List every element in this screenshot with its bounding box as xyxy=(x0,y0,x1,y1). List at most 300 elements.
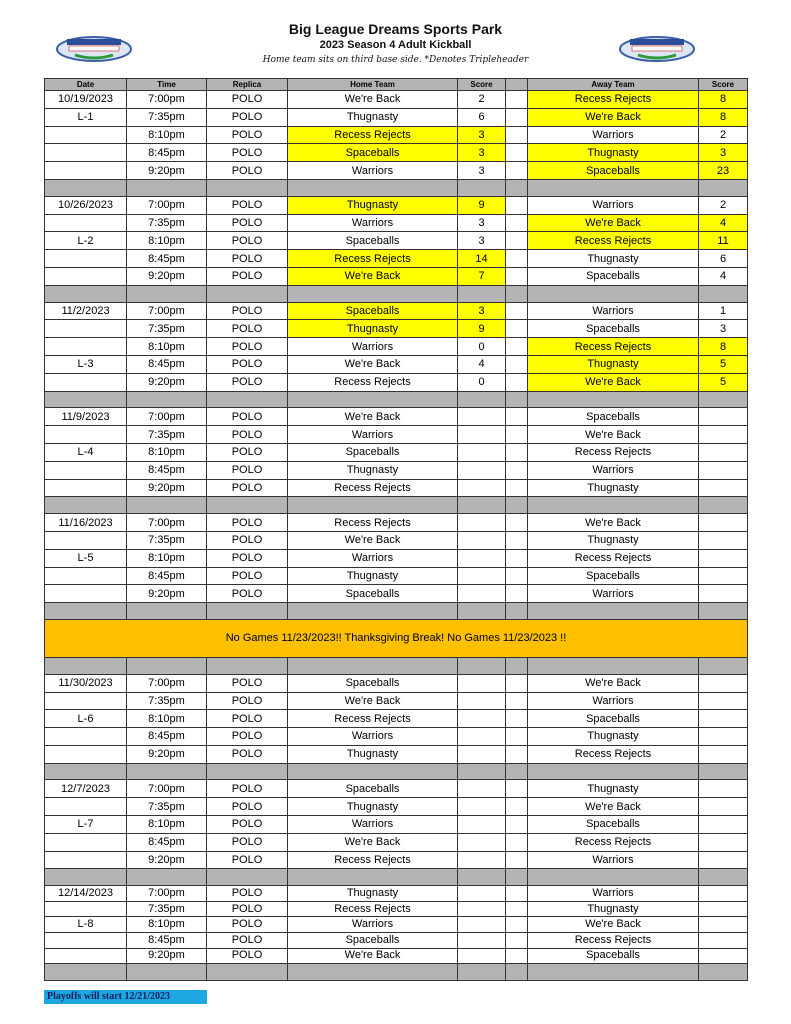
away-score-cell: 3 xyxy=(699,144,748,162)
date-cell: 10/19/2023 xyxy=(45,91,127,109)
time-cell: 8:10pm xyxy=(127,816,207,834)
game-row xyxy=(45,461,748,479)
replica-cell: POLO xyxy=(207,320,288,338)
game-row xyxy=(45,408,748,426)
away-team-cell: Spaceballs xyxy=(528,710,699,728)
spacer-cell xyxy=(506,917,528,933)
spacer-cell xyxy=(506,267,528,285)
away-score-cell: 2 xyxy=(699,196,748,214)
spacer-cell xyxy=(506,126,528,144)
spacer-cell xyxy=(506,338,528,356)
replica-cell: POLO xyxy=(207,232,288,250)
game-row xyxy=(45,108,748,126)
date-cell xyxy=(45,833,127,851)
date-cell xyxy=(45,851,127,869)
home-team-cell: We're Back xyxy=(288,692,458,710)
separator-cell xyxy=(288,869,458,886)
column-header-replica: Replica xyxy=(207,79,288,91)
time-cell: 8:45pm xyxy=(127,250,207,268)
time-cell: 7:35pm xyxy=(127,214,207,232)
separator-cell xyxy=(699,763,748,780)
away-score-cell xyxy=(699,886,748,902)
date-cell xyxy=(45,426,127,444)
away-team-cell: Thugnasty xyxy=(528,355,699,373)
replica-cell: POLO xyxy=(207,408,288,426)
separator-row xyxy=(45,179,748,196)
time-cell: 8:45pm xyxy=(127,144,207,162)
home-score-cell: 7 xyxy=(458,267,506,285)
separator-cell xyxy=(458,179,506,196)
time-cell: 7:00pm xyxy=(127,886,207,902)
game-row xyxy=(45,267,748,285)
away-score-cell xyxy=(699,479,748,497)
away-team-cell: Recess Rejects xyxy=(528,933,699,949)
date-cell xyxy=(45,126,127,144)
replica-cell: POLO xyxy=(207,798,288,816)
home-score-cell: 2 xyxy=(458,91,506,109)
home-score-cell: 0 xyxy=(458,338,506,356)
away-team-cell: We're Back xyxy=(528,108,699,126)
home-team-cell: Recess Rejects xyxy=(288,250,458,268)
away-score-cell: 5 xyxy=(699,373,748,391)
separator-cell xyxy=(207,869,288,886)
column-header-time: Time xyxy=(127,79,207,91)
home-score-cell xyxy=(458,674,506,692)
time-cell: 8:10pm xyxy=(127,443,207,461)
date-cell xyxy=(45,250,127,268)
away-score-cell xyxy=(699,745,748,763)
replica-cell: POLO xyxy=(207,267,288,285)
separator-row xyxy=(45,964,748,981)
separator-cell xyxy=(45,869,127,886)
no-games-notice: No Games 11/23/2023!! Thanksgiving Break! No Games 11/23/2023 !! xyxy=(45,619,748,657)
page-note: Home team sits on third base side. *Denotes Tripleheader xyxy=(262,55,529,65)
time-cell: 7:35pm xyxy=(127,108,207,126)
separator-cell xyxy=(288,497,458,514)
date-cell xyxy=(45,338,127,356)
game-row xyxy=(45,531,748,549)
date-cell: L-5 xyxy=(45,549,127,567)
game-row xyxy=(45,302,748,320)
date-cell xyxy=(45,933,127,949)
game-row xyxy=(45,232,748,250)
away-score-cell: 8 xyxy=(699,91,748,109)
away-score-cell: 8 xyxy=(699,338,748,356)
game-row xyxy=(45,91,748,109)
home-score-cell xyxy=(458,549,506,567)
home-team-cell: Spaceballs xyxy=(288,232,458,250)
home-team-cell: Recess Rejects xyxy=(288,851,458,869)
spacer-cell xyxy=(506,91,528,109)
game-row xyxy=(45,674,748,692)
away-team-cell: Spaceballs xyxy=(528,816,699,834)
date-cell: 10/26/2023 xyxy=(45,196,127,214)
away-team-cell: Thugnasty xyxy=(528,531,699,549)
spacer-cell xyxy=(506,567,528,585)
separator-cell xyxy=(127,391,207,408)
home-team-cell: Warriors xyxy=(288,917,458,933)
home-score-cell xyxy=(458,780,506,798)
game-row xyxy=(45,549,748,567)
away-team-cell: Recess Rejects xyxy=(528,443,699,461)
schedule-table xyxy=(44,78,748,981)
separator-cell xyxy=(458,285,506,302)
time-cell: 7:00pm xyxy=(127,780,207,798)
date-cell xyxy=(45,948,127,964)
separator-cell xyxy=(506,763,528,780)
date-cell: 11/2/2023 xyxy=(45,302,127,320)
separator-cell xyxy=(458,497,506,514)
spacer-cell xyxy=(506,728,528,746)
away-team-cell: We're Back xyxy=(528,214,699,232)
away-score-cell: 2 xyxy=(699,126,748,144)
home-score-cell xyxy=(458,745,506,763)
game-row xyxy=(45,426,748,444)
separator-cell xyxy=(528,391,699,408)
home-team-cell: We're Back xyxy=(288,531,458,549)
date-cell: 11/16/2023 xyxy=(45,514,127,532)
away-team-cell: Recess Rejects xyxy=(528,232,699,250)
away-score-cell xyxy=(699,531,748,549)
home-score-cell xyxy=(458,816,506,834)
away-team-cell: Warriors xyxy=(528,886,699,902)
time-cell: 7:00pm xyxy=(127,91,207,109)
spacer-cell xyxy=(506,373,528,391)
column-header-date: Date xyxy=(45,79,127,91)
separator-cell xyxy=(207,603,288,620)
home-score-cell xyxy=(458,917,506,933)
date-cell: L-4 xyxy=(45,443,127,461)
separator-cell xyxy=(127,285,207,302)
spacer-cell xyxy=(506,302,528,320)
separator-cell xyxy=(699,657,748,674)
game-row xyxy=(45,355,748,373)
away-score-cell: 8 xyxy=(699,108,748,126)
separator-cell xyxy=(528,964,699,981)
time-cell: 8:10pm xyxy=(127,917,207,933)
home-team-cell: Thugnasty xyxy=(288,196,458,214)
separator-cell xyxy=(288,657,458,674)
home-team-cell: Thugnasty xyxy=(288,320,458,338)
away-team-cell: Thugnasty xyxy=(528,728,699,746)
date-cell: L-1 xyxy=(45,108,127,126)
time-cell: 9:20pm xyxy=(127,948,207,964)
spacer-cell xyxy=(506,933,528,949)
home-team-cell: Recess Rejects xyxy=(288,710,458,728)
separator-cell xyxy=(506,285,528,302)
away-team-cell: Thugnasty xyxy=(528,901,699,917)
time-cell: 7:35pm xyxy=(127,426,207,444)
game-row xyxy=(45,745,748,763)
replica-cell: POLO xyxy=(207,851,288,869)
home-team-cell: Spaceballs xyxy=(288,144,458,162)
home-team-cell: Warriors xyxy=(288,162,458,180)
spacer-cell xyxy=(506,851,528,869)
away-score-cell xyxy=(699,901,748,917)
game-row xyxy=(45,728,748,746)
separator-cell xyxy=(699,603,748,620)
home-team-cell: Recess Rejects xyxy=(288,901,458,917)
home-team-cell: We're Back xyxy=(288,267,458,285)
away-team-cell: Recess Rejects xyxy=(528,745,699,763)
separator-cell xyxy=(45,657,127,674)
spacer-cell xyxy=(506,144,528,162)
away-score-cell xyxy=(699,728,748,746)
replica-cell: POLO xyxy=(207,728,288,746)
home-score-cell xyxy=(458,408,506,426)
home-team-cell: Spaceballs xyxy=(288,302,458,320)
spacer-cell xyxy=(506,886,528,902)
game-row xyxy=(45,710,748,728)
separator-cell xyxy=(207,657,288,674)
home-team-cell: Spaceballs xyxy=(288,780,458,798)
game-row xyxy=(45,338,748,356)
separator-cell xyxy=(528,497,699,514)
separator-cell xyxy=(207,497,288,514)
away-score-cell xyxy=(699,443,748,461)
game-row xyxy=(45,780,748,798)
replica-cell: POLO xyxy=(207,886,288,902)
time-cell: 7:35pm xyxy=(127,901,207,917)
date-cell xyxy=(45,798,127,816)
date-cell: L-8 xyxy=(45,917,127,933)
replica-cell: POLO xyxy=(207,373,288,391)
away-team-cell: Recess Rejects xyxy=(528,549,699,567)
home-score-cell xyxy=(458,585,506,603)
away-score-cell: 6 xyxy=(699,250,748,268)
home-score-cell: 3 xyxy=(458,126,506,144)
spacer-cell xyxy=(506,901,528,917)
date-cell xyxy=(45,585,127,603)
separator-cell xyxy=(528,657,699,674)
replica-cell: POLO xyxy=(207,461,288,479)
spacer-cell xyxy=(506,479,528,497)
time-cell: 8:45pm xyxy=(127,728,207,746)
time-cell: 7:00pm xyxy=(127,674,207,692)
page-subtitle: 2023 Season 4 Adult Kickball xyxy=(319,39,472,51)
away-team-cell: We're Back xyxy=(528,917,699,933)
replica-cell: POLO xyxy=(207,108,288,126)
spacer-cell xyxy=(506,585,528,603)
separator-cell xyxy=(207,964,288,981)
separator-cell xyxy=(127,964,207,981)
game-row xyxy=(45,901,748,917)
home-score-cell xyxy=(458,567,506,585)
spacer-cell xyxy=(506,162,528,180)
separator-cell xyxy=(699,285,748,302)
separator-cell xyxy=(506,964,528,981)
separator-cell xyxy=(288,285,458,302)
away-team-cell: Thugnasty xyxy=(528,780,699,798)
away-score-cell xyxy=(699,408,748,426)
table-header-row xyxy=(45,79,748,91)
away-score-cell: 4 xyxy=(699,267,748,285)
away-team-cell: Thugnasty xyxy=(528,144,699,162)
time-cell: 9:20pm xyxy=(127,162,207,180)
spacer-cell xyxy=(506,780,528,798)
home-team-cell: Recess Rejects xyxy=(288,373,458,391)
home-team-cell: Recess Rejects xyxy=(288,126,458,144)
separator-cell xyxy=(528,603,699,620)
separator-cell xyxy=(45,179,127,196)
spacer-cell xyxy=(506,549,528,567)
separator-cell xyxy=(207,763,288,780)
date-cell xyxy=(45,728,127,746)
game-row xyxy=(45,585,748,603)
time-cell: 8:10pm xyxy=(127,549,207,567)
date-cell: L-7 xyxy=(45,816,127,834)
column-header-home-score: Score xyxy=(458,79,506,91)
away-score-cell xyxy=(699,585,748,603)
spacer-cell xyxy=(506,833,528,851)
away-score-cell xyxy=(699,833,748,851)
separator-cell xyxy=(506,869,528,886)
separator-cell xyxy=(127,603,207,620)
home-score-cell xyxy=(458,710,506,728)
separator-cell xyxy=(458,763,506,780)
date-cell xyxy=(45,567,127,585)
spacer-cell xyxy=(506,214,528,232)
time-cell: 9:20pm xyxy=(127,479,207,497)
home-score-cell: 3 xyxy=(458,144,506,162)
time-cell: 7:00pm xyxy=(127,514,207,532)
replica-cell: POLO xyxy=(207,338,288,356)
date-cell: 12/7/2023 xyxy=(45,780,127,798)
separator-cell xyxy=(45,391,127,408)
home-team-cell: We're Back xyxy=(288,408,458,426)
away-score-cell xyxy=(699,692,748,710)
away-team-cell: Spaceballs xyxy=(528,267,699,285)
separator-cell xyxy=(528,285,699,302)
separator-cell xyxy=(458,391,506,408)
away-score-cell xyxy=(699,461,748,479)
time-cell: 8:45pm xyxy=(127,355,207,373)
separator-cell xyxy=(458,869,506,886)
replica-cell: POLO xyxy=(207,144,288,162)
away-team-cell: We're Back xyxy=(528,674,699,692)
column-header-away-team: Away Team xyxy=(528,79,699,91)
spacer-cell xyxy=(506,531,528,549)
game-row xyxy=(45,933,748,949)
separator-row xyxy=(45,657,748,674)
away-score-cell: 3 xyxy=(699,320,748,338)
game-row xyxy=(45,886,748,902)
home-team-cell: Spaceballs xyxy=(288,674,458,692)
replica-cell: POLO xyxy=(207,126,288,144)
home-team-cell: Warriors xyxy=(288,549,458,567)
replica-cell: POLO xyxy=(207,917,288,933)
replica-cell: POLO xyxy=(207,816,288,834)
home-score-cell: 14 xyxy=(458,250,506,268)
date-cell xyxy=(45,531,127,549)
separator-cell xyxy=(45,763,127,780)
home-score-cell xyxy=(458,479,506,497)
spacer-cell xyxy=(506,196,528,214)
home-score-cell xyxy=(458,461,506,479)
away-team-cell: We're Back xyxy=(528,426,699,444)
replica-cell: POLO xyxy=(207,710,288,728)
separator-cell xyxy=(288,603,458,620)
separator-cell xyxy=(207,285,288,302)
spacer-cell xyxy=(506,355,528,373)
game-row xyxy=(45,373,748,391)
date-cell: 12/14/2023 xyxy=(45,886,127,902)
home-score-cell xyxy=(458,692,506,710)
away-team-cell: Warriors xyxy=(528,461,699,479)
away-team-cell: Thugnasty xyxy=(528,479,699,497)
replica-cell: POLO xyxy=(207,162,288,180)
separator-cell xyxy=(45,964,127,981)
spacer-cell xyxy=(506,710,528,728)
away-team-cell: Spaceballs xyxy=(528,408,699,426)
away-team-cell: We're Back xyxy=(528,373,699,391)
replica-cell: POLO xyxy=(207,250,288,268)
date-cell xyxy=(45,267,127,285)
home-score-cell: 3 xyxy=(458,232,506,250)
no-games-notice-row xyxy=(45,619,748,657)
away-score-cell xyxy=(699,780,748,798)
date-cell xyxy=(45,320,127,338)
game-row xyxy=(45,479,748,497)
separator-cell xyxy=(506,391,528,408)
time-cell: 8:45pm xyxy=(127,933,207,949)
separator-row xyxy=(45,497,748,514)
playoffs-notice: Playoffs will start 12/21/2023 xyxy=(44,990,207,1004)
home-score-cell: 3 xyxy=(458,302,506,320)
home-score-cell xyxy=(458,933,506,949)
home-score-cell xyxy=(458,443,506,461)
separator-cell xyxy=(506,179,528,196)
game-row xyxy=(45,320,748,338)
game-row xyxy=(45,948,748,964)
time-cell: 9:20pm xyxy=(127,585,207,603)
date-cell xyxy=(45,162,127,180)
home-team-cell: Warriors xyxy=(288,816,458,834)
replica-cell: POLO xyxy=(207,214,288,232)
away-score-cell xyxy=(699,514,748,532)
separator-cell xyxy=(288,763,458,780)
time-cell: 7:35pm xyxy=(127,531,207,549)
date-cell: 11/30/2023 xyxy=(45,674,127,692)
time-cell: 9:20pm xyxy=(127,267,207,285)
date-cell xyxy=(45,745,127,763)
away-score-cell xyxy=(699,816,748,834)
home-team-cell: Thugnasty xyxy=(288,798,458,816)
away-team-cell: Recess Rejects xyxy=(528,338,699,356)
home-score-cell xyxy=(458,901,506,917)
spacer-cell xyxy=(506,798,528,816)
home-score-cell xyxy=(458,514,506,532)
spacer-cell xyxy=(506,948,528,964)
spacer-cell xyxy=(506,408,528,426)
replica-cell: POLO xyxy=(207,196,288,214)
date-cell: L-2 xyxy=(45,232,127,250)
away-score-cell xyxy=(699,549,748,567)
away-score-cell: 5 xyxy=(699,355,748,373)
game-row xyxy=(45,162,748,180)
home-team-cell: Warriors xyxy=(288,214,458,232)
spacer-cell xyxy=(506,108,528,126)
home-score-cell: 6 xyxy=(458,108,506,126)
separator-row xyxy=(45,285,748,302)
time-cell: 7:35pm xyxy=(127,692,207,710)
date-cell: L-6 xyxy=(45,710,127,728)
spacer-cell xyxy=(506,320,528,338)
game-row xyxy=(45,443,748,461)
separator-cell xyxy=(127,869,207,886)
away-score-cell xyxy=(699,851,748,869)
spacer-cell xyxy=(506,514,528,532)
